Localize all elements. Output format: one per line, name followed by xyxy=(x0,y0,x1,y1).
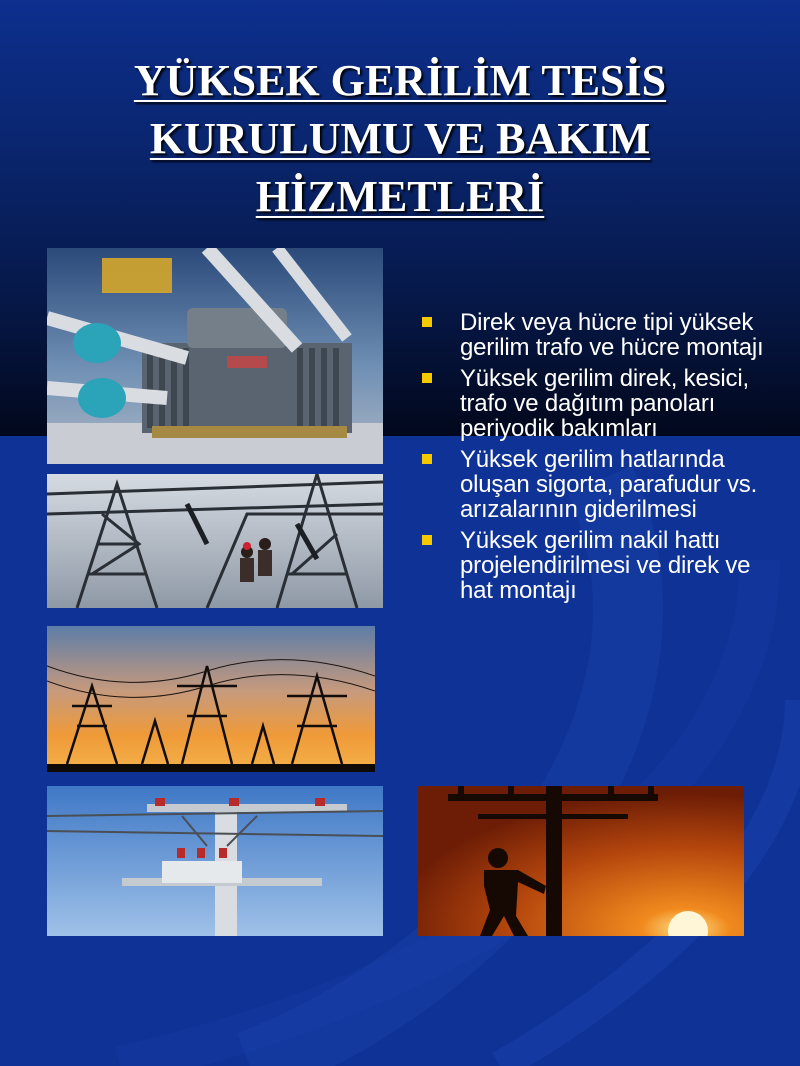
lineman-photo xyxy=(418,786,744,936)
transformer-photo xyxy=(47,248,383,464)
service-item-text: Yüksek gerilim nakil hattı projelendirilmesi ve direk ve hat montajı xyxy=(460,527,751,604)
service-item xyxy=(420,447,765,522)
square-bullet-icon xyxy=(422,535,432,545)
square-bullet-icon xyxy=(422,454,432,464)
pole-transformer-photo xyxy=(47,786,383,936)
service-item xyxy=(420,366,765,441)
sunset-towers-photo xyxy=(47,626,375,772)
service-item-text: Yüksek gerilim direk, kesici, trafo ve dağıtım panoları periyodik bakımları xyxy=(460,365,749,442)
tower-workers-photo xyxy=(47,474,383,608)
service-item-text: Yüksek gerilim hatlarında oluşan sigorta, parafudur vs. arızalarının giderilmesi xyxy=(460,446,758,523)
service-item xyxy=(420,528,765,603)
service-item-text: Direk veya hücre tipi yüksek gerilim trafo ve hücre montajı xyxy=(460,309,764,361)
square-bullet-icon xyxy=(422,373,432,383)
services-list xyxy=(420,310,765,609)
square-bullet-icon xyxy=(422,317,432,327)
slide-title: YÜKSEK GERİLİM TESİS KURULUMU VE BAKIM HİZMETLERİ xyxy=(133,56,667,221)
service-item xyxy=(420,310,765,360)
